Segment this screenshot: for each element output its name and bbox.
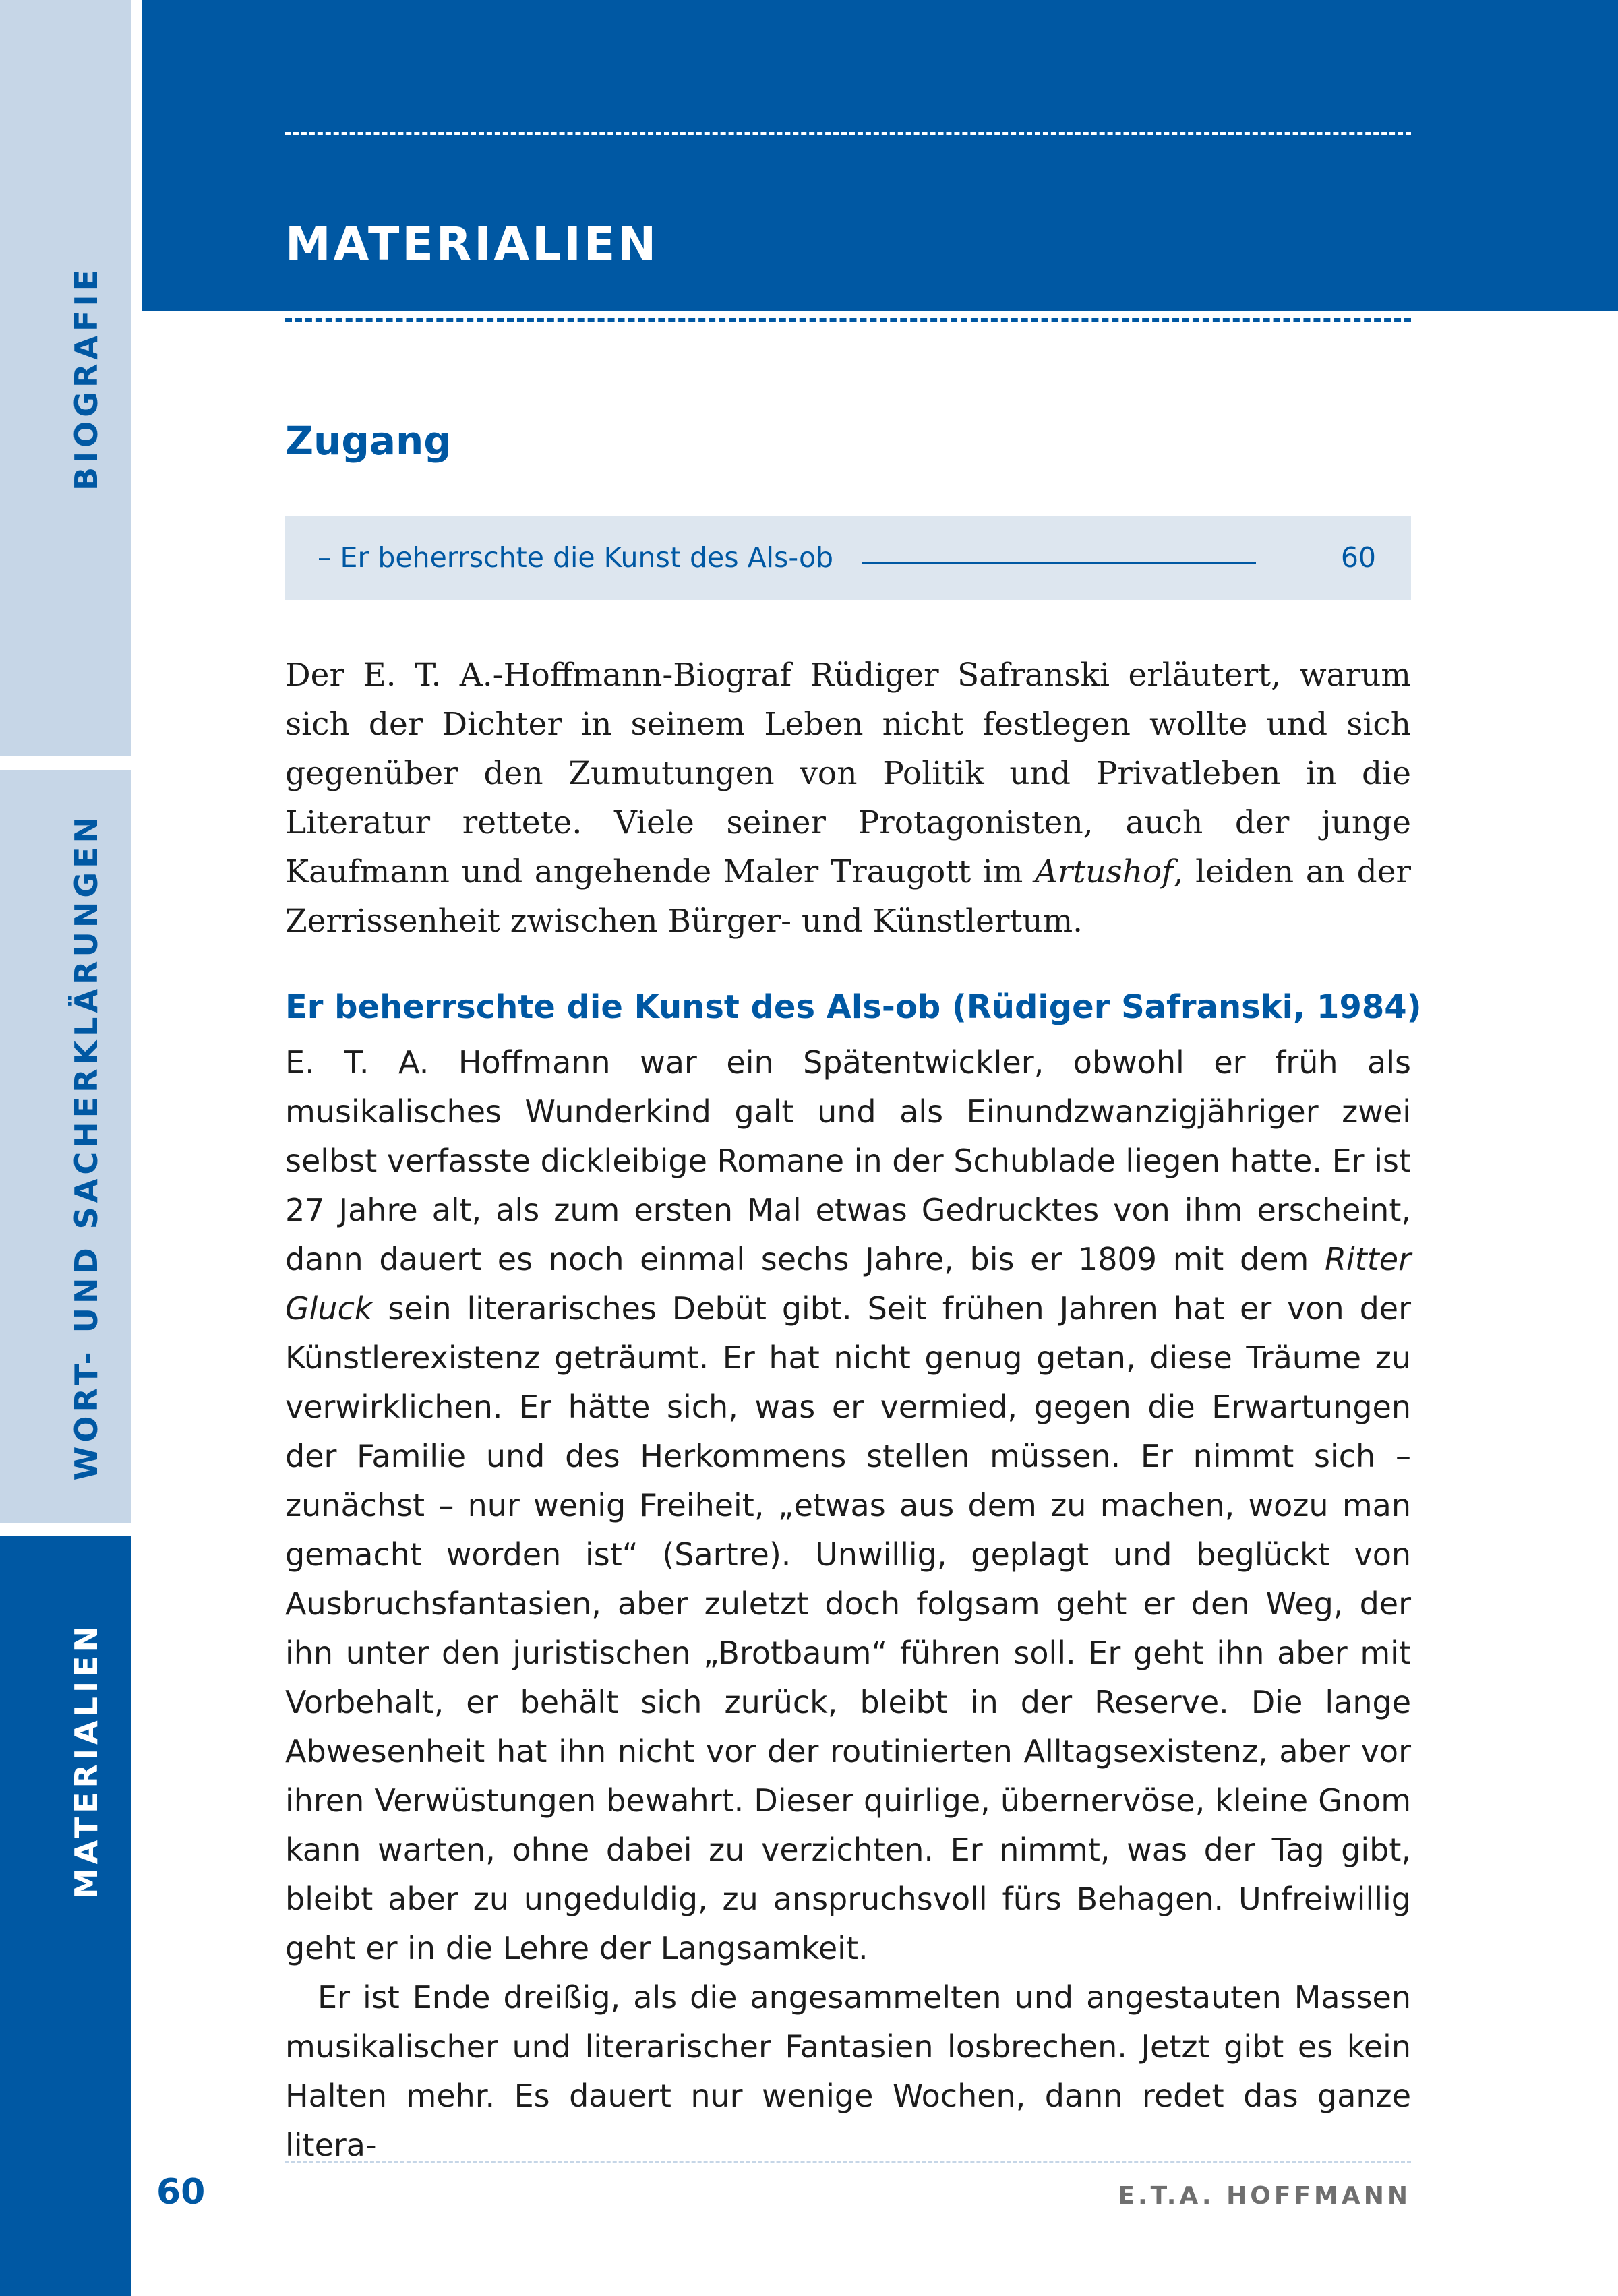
- intro-text-end: , leiden an der Zerrissenheit zwischen Bürger- und Künstlertum.: [285, 853, 1411, 940]
- article-paragraph: [285, 1038, 1411, 1973]
- footer-dashed-rule: [285, 2161, 1411, 2163]
- article-text-continued: sein literarisches Debüt gibt. Seit frühen Jahren hat er von der Künstlerexistenz geträumt. Er hat nicht genug getan, diese Träume zu verwirklichen. Er hätte sich, was er vermied, gegen die Erwartungen der Familie und des Herkommens stellen müssen. Er nimmt sich – zunächst – nur wenig Freiheit, „etwas aus dem zu machen, wozu man gemacht worden ist“ (Sartre). Unwillig, geplagt und beglückt von Ausbruchsfantasien, aber zuletzt doch folgsam geht er den Weg, der ihn unter den juristischen „Brotbaum“ führen soll. Er geht ihn aber mit Vorbehalt, er behält sich zurück, bleibt in der Reserve. Die lange Abwesenheit hat ihn nicht vor der routinierten Alltagsexistenz, aber vor ihren Verwüstungen bewahrt. Dieser quirlige, übernervöse, kleine Gnom kann warten, ohne dabei zu verzichten. Er nimmt, was der Tag gibt, bleibt aber zu ungeduldig, zu anspruchsvoll fürs Behagen. Unfreiwillig geht er in die Lehre der Langsamkeit.: [285, 1290, 1411, 1966]
- article-italic-title: Ritter Gluck: [285, 1241, 1411, 1327]
- article-title: Er beherrschte die Kunst des Als-ob (Rüdiger Safranski, 1984): [285, 988, 1422, 1026]
- side-tab-biografie[interactable]: [0, 0, 131, 756]
- toc-page-number: 60: [1340, 541, 1376, 574]
- section-title: Zugang: [285, 418, 452, 464]
- header-dashed-rule: [285, 132, 1411, 135]
- article-paragraph: Er ist Ende dreißig, als die angesammelten und angestauten Massen musikalischer und literarischer Fantasien losbrechen. Jetzt gibt es kein Halten mehr. Es dauert nur wenige Wochen, dann redet das ganze litera-: [285, 1979, 1411, 2163]
- intro-text: Der E. T. A.-Hoffmann-Biograf Rüdiger Safranski erläutert, warum sich der Dichter in seinem Leben nicht festlegen wollte und sich gegenüber den Zumutungen von Politik und Privatleben in die Literatur rettete. Viele seiner Protagonisten, auch der junge Kaufmann und angehende Maler Traugott im: [285, 657, 1411, 890]
- article-body: [285, 1038, 1411, 2170]
- side-tab-materialien-label: MATERIALIEN: [67, 1622, 104, 1900]
- intro-italic-title: Artushof: [1034, 853, 1174, 890]
- page-number: 60: [156, 2172, 206, 2212]
- chapter-title: MATERIALIEN: [285, 218, 659, 271]
- header-underline-dashed-rule: [285, 318, 1411, 322]
- article-text: E. T. A. Hoffmann war ein Spätentwickler, obwohl er früh als musikalisches Wunderkind galt und als Einundzwanzigjähriger zwei selbst verfasste dickleibige Romane in der Schublade liegen hatte. Er ist 27 Jahre alt, als zum ersten Mal etwas Gedrucktes von ihm erscheint, dann dauert es noch einmal sechs Jahre, bis er 1809 mit dem: [285, 1044, 1411, 1277]
- toc-entry-label: – Er beherrschte die Kunst des Als-ob: [318, 541, 834, 574]
- side-tab-wort-und-sacherklaerungen[interactable]: [0, 770, 131, 1523]
- side-tab-biografie-label: BIOGRAFIE: [67, 265, 104, 491]
- toc-entry[interactable]: [285, 516, 1411, 600]
- intro-paragraph: [285, 651, 1411, 946]
- running-footer-title: E.T.A. HOFFMANN: [1118, 2182, 1411, 2210]
- side-tab-wort-label: WORT- UND SACHERKLÄRUNGEN: [67, 812, 104, 1481]
- side-tab-materialien[interactable]: [0, 1536, 131, 2296]
- toc-leader-line: [862, 562, 1256, 564]
